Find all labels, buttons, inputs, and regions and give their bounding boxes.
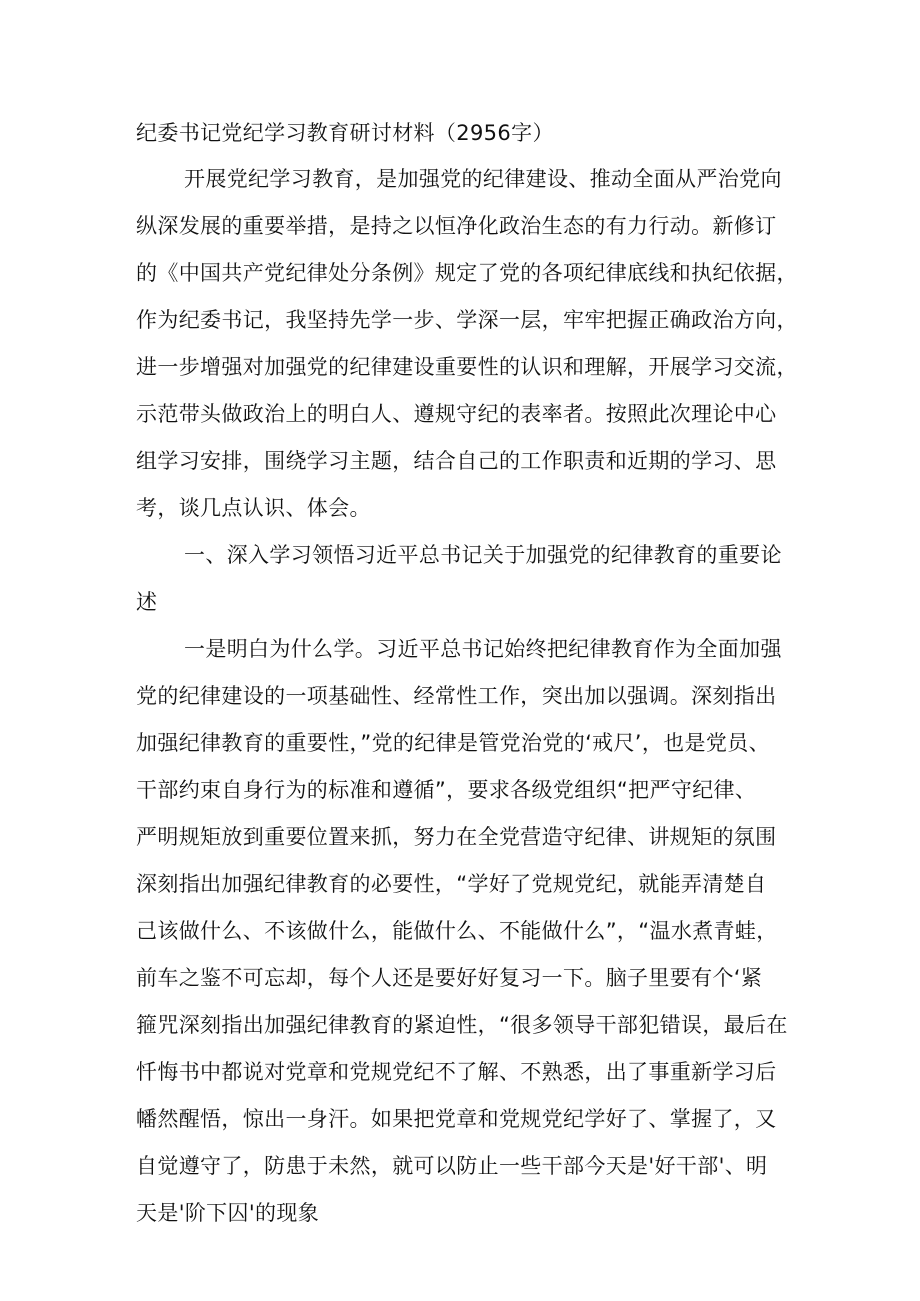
paragraph2-line: 深刻指出加强纪律教育的必要性，“学好了党规党纪，就能弄清楚自 (136, 872, 767, 896)
paragraph2-line: 党的纪律建设的一项基础性、经常性工作，突出加以强调。深刻指出 (136, 684, 777, 708)
paragraph2-line: 严明规矩放到重要位置来抓，努力在全党营造守纪律、讲规矩的氛围 (136, 825, 777, 849)
paragraph1-line: 的《中国共产党纪律处分条例》规定了党的各项纪律底线和执纪依据， (136, 261, 798, 285)
paragraph1-line: 纵深发展的重要举措，是持之以恒净化政治生态的有力行动。新修订 (136, 214, 777, 238)
paragraph2-line: 一是明白为什么学。习近平总书记始终把纪律教育作为全面加强 (184, 637, 782, 661)
document-title: 纪委书记党纪学习教育研讨材料（2956字） (136, 121, 554, 145)
paragraph2-line: 干部约束自身行为的标准和遵循”，要求各级党组织“把严守纪律、 (136, 778, 757, 802)
paragraph2-line: 加强纪律教育的重要性，”党的纪律是管党治党的‘戒尺’，也是党员、 (136, 731, 770, 755)
paragraph1-line: 作为纪委书记，我坚持先学一步、学深一层，牢牢把握正确政治方向， (136, 308, 798, 332)
paragraph2-line: 幡然醒悟，惊出一身汗。如果把党章和党规党纪学好了、掌握了，又 (136, 1107, 777, 1131)
paragraph2-line: 己该做什么、不该做什么，能做什么、不能做什么”，“温水煮青蛙， (136, 919, 778, 943)
section-heading: 述 (136, 590, 158, 614)
paragraph2-line: 箍咒深刻指出加强纪律教育的紧迫性，“很多领导干部犯错误，最后在 (136, 1013, 788, 1037)
paragraph2-line: 忏悔书中都说对党章和党规党纪不了解、不熟悉，出了事重新学习后 (136, 1060, 777, 1084)
section-heading: 一、深入学习领悟习近平总书记关于加强党的纪律教育的重要论 (184, 543, 782, 567)
paragraph2-line: 自觉遵守了，防患于未然，就可以防止一些干部今天是'好干部'、明 (136, 1154, 768, 1178)
paragraph2-line: 天是'阶下囚'的现象 (136, 1201, 320, 1225)
paragraph1-line: 组学习安排，围绕学习主题，结合自己的工作职责和近期的学习、思 (136, 449, 777, 473)
paragraph2-line: 前车之鉴不可忘却，每个人还是要好好复习一下。脑子里要有个‘紧 (136, 966, 763, 990)
paragraph1-line: 考，谈几点认识、体会。 (136, 496, 371, 520)
paragraph1-line: 进一步增强对加强党的纪律建设重要性的认识和理解，开展学习交流， (136, 355, 798, 379)
paragraph1-line: 示范带头做政治上的明白人、遵规守纪的表率者。按照此次理论中心 (136, 402, 777, 426)
paragraph1-line: 开展党纪学习教育，是加强党的纪律建设、推动全面从严治党向 (184, 167, 782, 191)
